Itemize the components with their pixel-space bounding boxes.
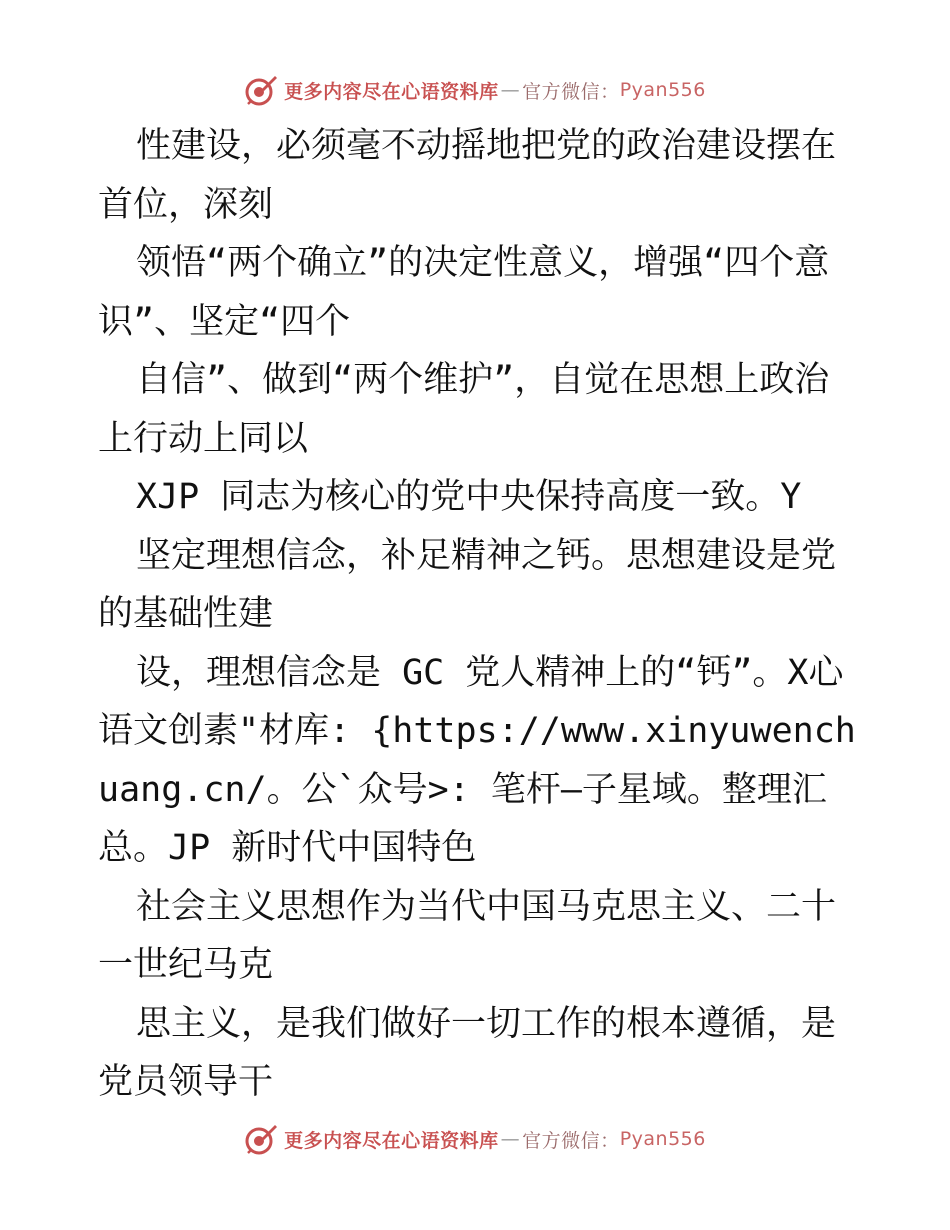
header-watermark: [0, 70, 950, 110]
watermark-separator: —: [500, 79, 521, 101]
watermark-contact-id: Pyan556: [619, 1128, 706, 1150]
watermark-contact-id: Pyan556: [619, 79, 706, 101]
paragraph-5: 坚定理想信念，补足精神之钙。思想建设是党的基础性建: [98, 535, 837, 634]
pen-logo-icon: [244, 1122, 278, 1156]
footer-watermark: [0, 1119, 950, 1159]
document-body: [98, 117, 858, 1112]
paragraph-7: 社会主义思想作为当代中国马克思主义、二十一世纪马克: [98, 886, 837, 985]
watermark-contact-label: 官方微信：: [522, 1129, 620, 1152]
paragraph-2: 领悟“两个确立”的决定性意义，增强“四个意识”、坚定“四个: [98, 243, 830, 342]
pen-logo-icon: [244, 73, 278, 107]
watermark-contact-label: 官方微信：: [522, 80, 620, 103]
paragraph-3: 自信”、做到“两个维护”，自觉在思想上政治上行动上同以: [98, 360, 830, 459]
paragraph-6: 设，理想信念是 GC 党人精神上的“钙”。X心语文创素"材库: {https://www.xinyuwenchuang.cn/。公`众号>: 笔杆—子星域。整理汇总。JP 新时代中国特色: [98, 652, 856, 868]
paragraph-4: XJP 同志为核心的党中央保持高度一致。Y: [136, 477, 802, 517]
watermark-brand: 更多内容尽在心语资料库: [284, 1129, 499, 1152]
paragraph-8: 思主义，是我们做好一切工作的根本遵循，是党员领导干: [98, 1003, 837, 1102]
watermark-separator: —: [500, 1128, 521, 1150]
paragraph-1: 性建设，必须毫不动摇地把党的政治建设摆在首位，深刻: [98, 126, 837, 225]
watermark-brand: 更多内容尽在心语资料库: [284, 80, 499, 103]
